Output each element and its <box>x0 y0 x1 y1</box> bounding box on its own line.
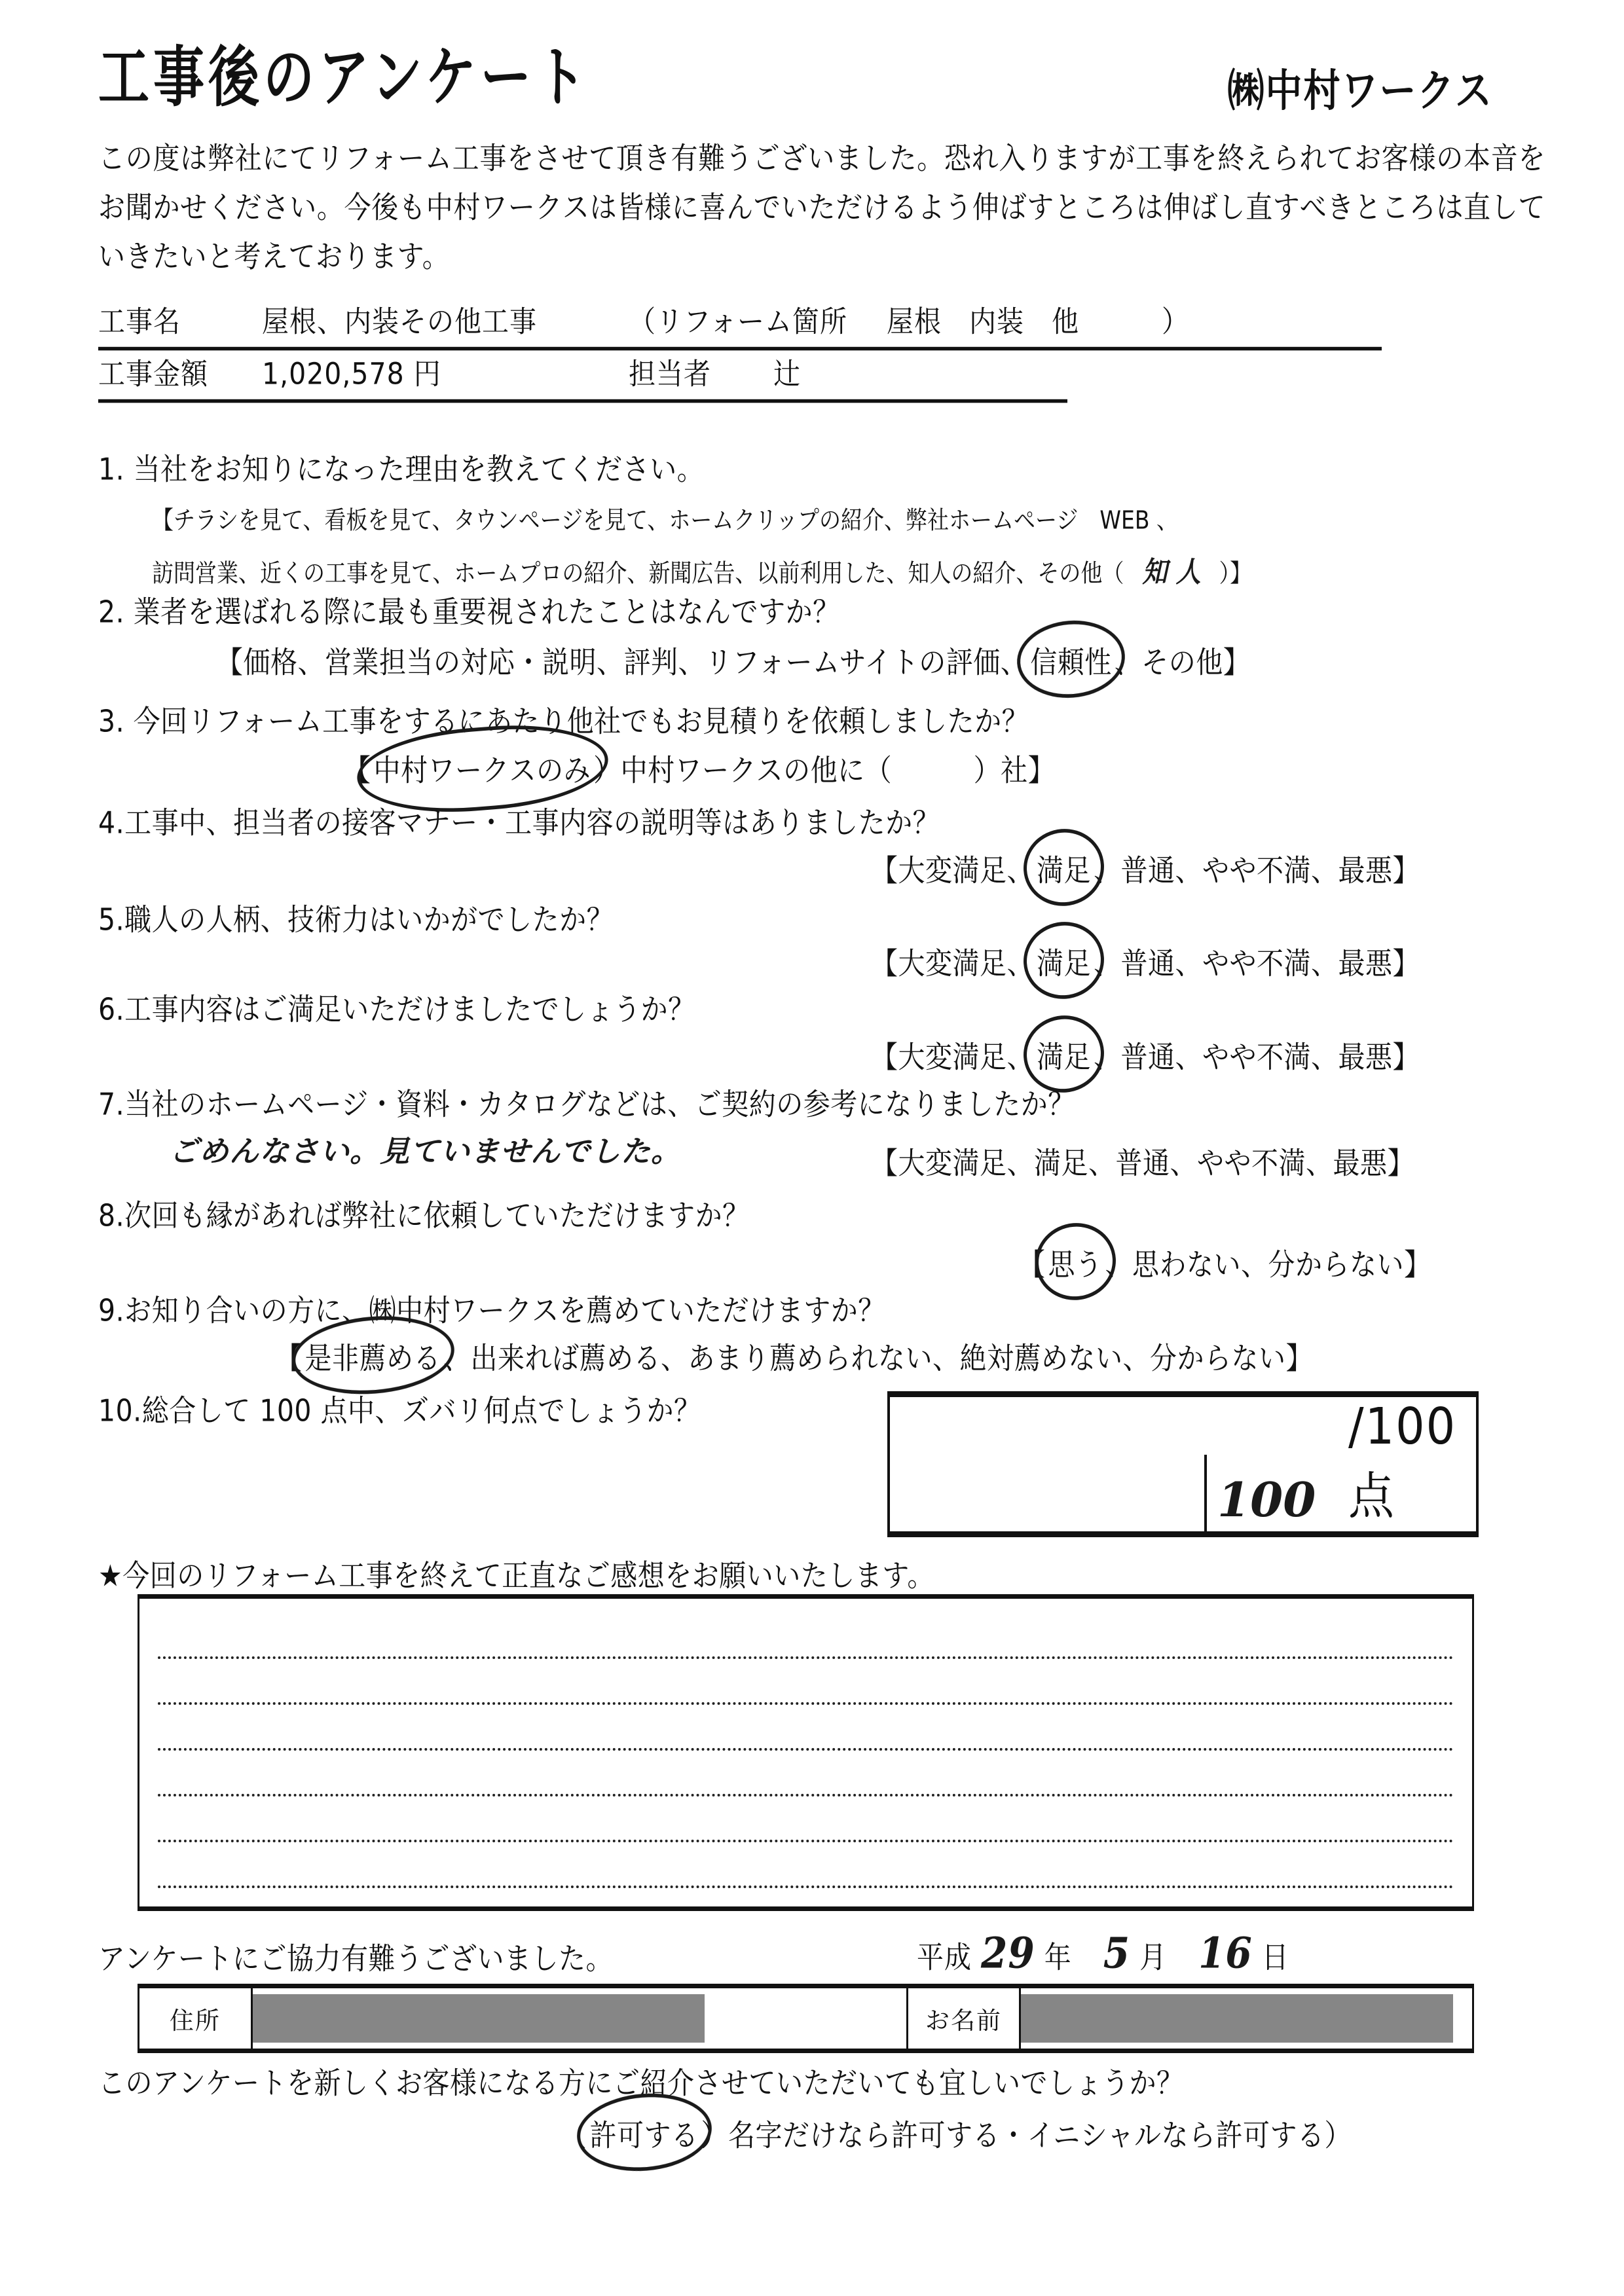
question-3-options <box>344 746 1055 790</box>
consent-options-pre: （ <box>560 2118 587 2153</box>
question-3-answer-circled[interactable]: 中村ワークスのみ <box>371 746 594 790</box>
comment-rule <box>158 1748 1454 1751</box>
question-6-text: 6.工事内容はご満足いただけましたでしょうか？ <box>98 992 695 1027</box>
question-7-answer-written[interactable]: ごめんなさい。見ていませんでした。 <box>169 1134 682 1169</box>
score-box[interactable] <box>887 1391 1479 1537</box>
question-8-options-pre: 【 <box>1018 1247 1046 1283</box>
question-6-options-pre: 【大変満足、 <box>871 1040 1034 1075</box>
address-field[interactable] <box>253 1988 906 2049</box>
job-location-label: （リフォーム箇所 <box>629 304 847 339</box>
question-2-answer-circled[interactable]: 信頼性 <box>1027 638 1115 682</box>
score-max-label: /100 点 <box>1348 1396 1457 1526</box>
comment-box[interactable] <box>138 1594 1474 1911</box>
question-6-answer-circled[interactable]: 満足 <box>1034 1033 1094 1076</box>
question-9-options-post: 、出来れば薦める、あまり薦められない、絶対薦めない、分からない】 <box>443 1341 1313 1376</box>
question-2-options <box>216 638 1250 682</box>
job-amount-label: 工事金額 <box>98 356 208 392</box>
company-name: ㈱中村ワークス <box>1227 65 1493 117</box>
question-2-options-pre: 【価格、営業担当の対応・説明、評判、リフォームサイトの評価、 <box>216 645 1028 680</box>
job-name-row <box>98 298 1382 350</box>
question-4-text: 4.工事中、担当者の接客マナー・工事内容の説明等はありましたか？ <box>98 805 940 841</box>
page-header <box>98 40 1539 119</box>
year-unit: 年 <box>1044 1939 1072 1975</box>
question-7-text: 7.当社のホームページ・資料・カタログなどは、ご契約の参考になりましたか？ <box>98 1087 1075 1122</box>
job-name-label: 工事名 <box>98 304 181 339</box>
question-4-options-pre: 【大変満足、 <box>871 853 1034 888</box>
page-title: 工事後のアンケート <box>98 40 591 116</box>
address-redaction <box>253 1994 705 2043</box>
name-field[interactable] <box>1021 1988 1472 2049</box>
score-divider <box>1204 1455 1207 1531</box>
question-5-options-post: 、普通、やや不満、最悪】 <box>1094 946 1420 981</box>
consent-answer-circled[interactable]: 許可する <box>587 2111 701 2155</box>
date-day-value[interactable]: 16 <box>1198 1928 1253 1978</box>
consent-options <box>560 2111 1352 2155</box>
question-4-answer-circled[interactable]: 満足 <box>1034 847 1094 890</box>
identity-table <box>138 1984 1474 2053</box>
question-5-options-pre: 【大変満足、 <box>871 946 1034 981</box>
question-3-options-post: ）中村ワークスの他に（ ）社】 <box>593 753 1056 788</box>
day-unit: 日 <box>1261 1939 1289 1975</box>
question-5-answer-circled[interactable]: 満足 <box>1034 939 1094 983</box>
question-1-options-line2 <box>152 549 1251 590</box>
question-5-options <box>871 939 1420 983</box>
question-1-options-line1: 【チラシを見て、看板を見て、タウンページを見て、ホームクリップの紹介、弊社ホームページ WEB 、 <box>152 505 1178 535</box>
date-year-value[interactable]: 29 <box>981 1928 1035 1978</box>
job-amount-value: 1,020,578 円 <box>262 356 441 392</box>
question-1-options-line2-post: ）】 <box>1219 558 1252 588</box>
job-name-value: 屋根、内装その他工事 <box>262 304 537 339</box>
date-line <box>917 1928 1289 1978</box>
comment-rule <box>158 1886 1454 1888</box>
question-9-options-pre: 【 <box>275 1341 303 1376</box>
question-1-answer-written[interactable]: 知 人 <box>1142 555 1201 589</box>
question-8-text: 8.次回も縁があれば弊社に依頼していただけますか？ <box>98 1198 750 1233</box>
question-8-answer-circled[interactable]: 思う <box>1046 1241 1105 1284</box>
question-6-options-post: 、普通、やや不満、最悪】 <box>1094 1040 1420 1075</box>
address-label: 住所 <box>139 1988 253 2049</box>
question-9-answer-circled[interactable]: 是非薦める <box>303 1334 444 1377</box>
question-4-options <box>871 847 1420 890</box>
question-1-text: 1. 当社をお知りになった理由を教えてください。 <box>98 452 705 487</box>
job-amount-row <box>98 350 1067 403</box>
question-8-options-post: 、思わない、分からない】 <box>1105 1247 1431 1283</box>
question-2-text: 2. 業者を選ばれる際に最も重要視されたことはなんですか？ <box>98 594 840 630</box>
question-5-text: 5.職人の人柄、技術力はいかがでしたか？ <box>98 902 614 938</box>
question-2-options-post: 、その他】 <box>1114 645 1251 680</box>
question-1-options-line2-pre: 訪問営業、近くの工事を見て、ホームプロの紹介、新聞広告、以前利用した、知人の紹介、その他（ <box>152 558 1124 588</box>
question-6-options <box>871 1033 1420 1076</box>
name-redaction <box>1021 1994 1453 2043</box>
question-9-text: 9.お知り合いの方に、㈱中村ワークスを薦めていただけますか？ <box>98 1293 885 1328</box>
date-month-value[interactable]: 5 <box>1103 1928 1131 1978</box>
intro-paragraph: この度は弊社にてリフォーム工事をさせて頂き有難うございました。恐れ入りますが工事を終えられてお客様の本音をお聞かせください。今後も中村ワークスは皆様に喜んでいただけるよう伸ばすところは伸ばし直すべきところは直していきたいと考えております。 <box>98 141 1545 274</box>
consent-options-post: ）名字だけなら許可する・イニシャルなら許可する） <box>701 2118 1352 2153</box>
question-3-options-pre: 【 <box>344 753 371 788</box>
consent-question: このアンケートを新しくお客様になる方にご紹介させていただいても宜しいでしょうか？ <box>98 2066 1184 2101</box>
thanks-message: アンケートにご協力有難うございました。 <box>98 1941 614 1977</box>
question-8-options <box>1018 1241 1431 1284</box>
question-9-options <box>275 1334 1313 1377</box>
era-label: 平成 <box>917 1939 972 1975</box>
month-unit: 月 <box>1139 1939 1168 1975</box>
job-staff-label: 担当者 <box>629 356 711 392</box>
comment-prompt: ★今回のリフォーム工事を終えて正直なご感想をお願いいたします。 <box>98 1558 934 1594</box>
comment-rule <box>158 1794 1454 1796</box>
score-written-value[interactable]: 100 <box>1217 1472 1316 1527</box>
question-7-options: 【大変満足、満足、普通、やや不満、最悪】 <box>871 1146 1414 1181</box>
name-label: お名前 <box>908 1988 1022 2049</box>
comment-rule <box>158 1840 1454 1842</box>
question-10-text: 10.総合して 100 点中、ズバリ何点でしょうか？ <box>98 1393 701 1429</box>
comment-rule <box>158 1656 1454 1659</box>
question-3-text: 3. 今回リフォーム工事をするにあたり他社でもお見積りを依頼しましたか？ <box>98 704 1029 739</box>
job-staff-value: 辻 <box>773 356 801 392</box>
question-4-options-post: 、普通、やや不満、最悪】 <box>1094 853 1420 888</box>
comment-rule <box>158 1702 1454 1705</box>
job-location-value: 屋根 内装 他 ） <box>886 304 1189 339</box>
